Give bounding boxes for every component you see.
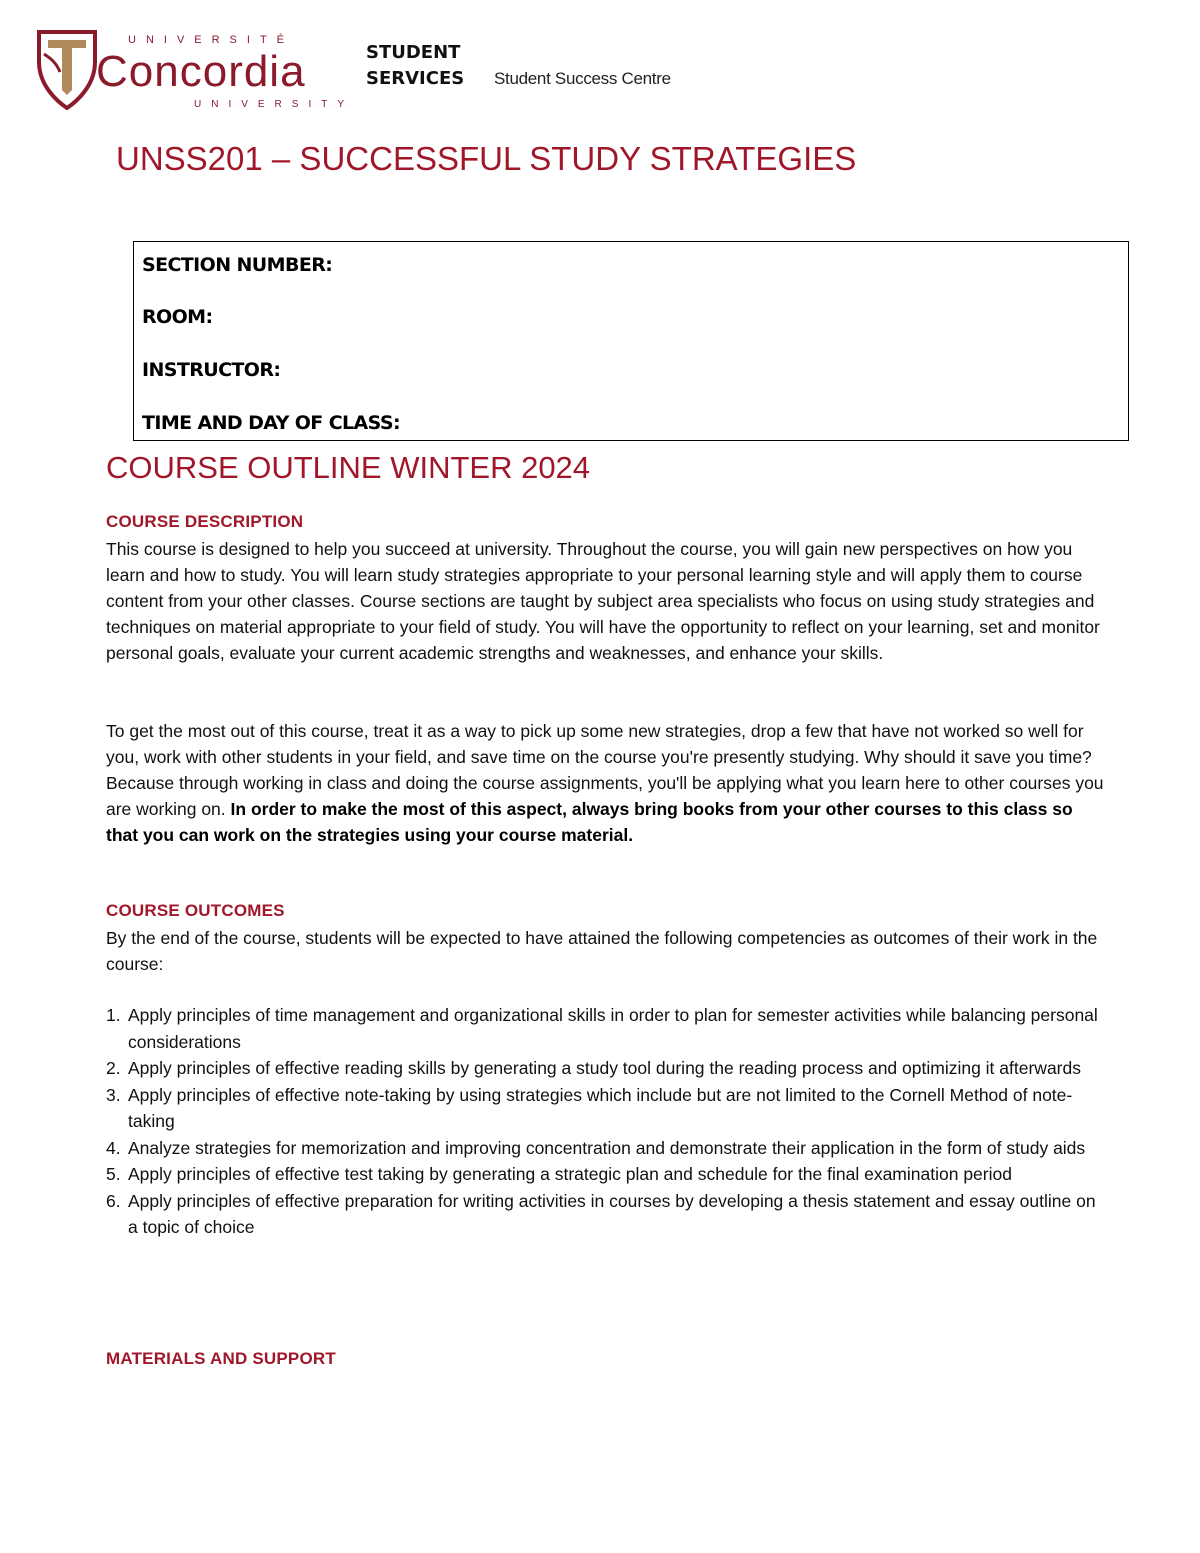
logo-universite-text: UNIVERSITÉ bbox=[128, 34, 295, 46]
list-number: 6. bbox=[106, 1190, 121, 1211]
instructor-label: INSTRUCTOR: bbox=[142, 359, 281, 381]
course-description-heading: COURSE DESCRIPTION bbox=[106, 512, 304, 531]
list-item-text: Analyze strategies for memorization and improving concentration and demonstrate their application in the form of study aids bbox=[128, 1137, 1086, 1158]
concordia-shield-logo bbox=[36, 28, 98, 112]
list-number: 5. bbox=[106, 1164, 121, 1184]
outcomes-list bbox=[106, 1002, 1106, 1241]
class-info-box bbox=[133, 241, 1129, 441]
student-success-centre: Student Success Centre bbox=[494, 69, 671, 88]
course-outcomes-intro: By the end of the course, students will be expected to have attained the following competencies as outcomes of their work in the course: bbox=[106, 928, 1098, 974]
list-item bbox=[106, 1082, 1106, 1135]
logo-university-text: UNIVERSITY bbox=[194, 99, 355, 110]
list-item-text: Apply principles of effective note-taking by using strategies which include but are not limited to the Cornell Method of note-taking bbox=[128, 1084, 1073, 1131]
list-item bbox=[106, 1002, 1106, 1055]
course-title: UNSS201 – SUCCESSFUL STUDY STRATEGIES bbox=[116, 140, 857, 177]
list-number: 1. bbox=[106, 1005, 121, 1025]
materials-support-heading: MATERIALS AND SUPPORT bbox=[106, 1349, 336, 1368]
course-description-paragraph-2 bbox=[106, 718, 1106, 848]
course-outcomes-heading: COURSE OUTCOMES bbox=[106, 901, 285, 920]
list-item-text: Apply principles of effective test taking by generating a strategic plan and schedule for the final examination period bbox=[128, 1164, 1012, 1184]
list-item bbox=[106, 1135, 1106, 1162]
list-number: 4. bbox=[106, 1137, 121, 1158]
list-item-text: Apply principles of effective preparation for writing activities in courses by developing a thesis statement and essay outline on a topic of choice bbox=[128, 1190, 1096, 1237]
course-description-paragraph-1: This course is designed to help you succeed at university. Throughout the course, you will gain new perspectives on how you learn and how to study. You will learn study strategies appropriate to your personal learning style and will apply them to course content from your other classes. Course sections are taught by subject area specialists who focus on using study strategies and techniques on material appropriate to your field of study. You will have the opportunity to reflect on your learning, set and monitor personal goals, evaluate your current academic strengths and weaknesses, and enhance your skills. bbox=[106, 539, 1100, 663]
list-number: 3. bbox=[106, 1084, 121, 1105]
section-number-label: SECTION NUMBER: bbox=[142, 254, 333, 276]
time-day-label: TIME AND DAY OF CLASS: bbox=[142, 412, 400, 434]
outline-heading: COURSE OUTLINE WINTER 2024 bbox=[106, 450, 591, 485]
paragraph-2-bold-text: In order to make the most of this aspect, always bring books from your other courses to this class so that you can work on the strategies using your course material. bbox=[106, 799, 1073, 845]
list-number: 2. bbox=[106, 1058, 121, 1078]
logo-concordia-wordmark: Concordia bbox=[96, 47, 306, 96]
student-services-line1: STUDENT bbox=[366, 42, 461, 63]
list-item-text: Apply principles of effective reading skills by generating a study tool during the reading process and optimizing it afterwards bbox=[128, 1058, 1081, 1078]
list-item-text: Apply principles of time management and organizational skills in order to plan for semester activities while balancing personal considerations bbox=[128, 1005, 1098, 1052]
student-services-line2: SERVICES bbox=[366, 68, 465, 89]
list-item bbox=[106, 1161, 1106, 1188]
paragraph-2-text: To get the most out of this course, treat it as a way to pick up some new strategies, drop a few that have not worked so well for you, work with other students in your field, and save time on the course you're presently studying. Why should it save you time? Because through working in class and doing the course assignments, you'll be applying what you learn here to other courses you are working on. bbox=[106, 721, 1104, 819]
list-item bbox=[106, 1188, 1106, 1241]
room-label: ROOM: bbox=[142, 306, 213, 328]
list-item bbox=[106, 1055, 1106, 1082]
